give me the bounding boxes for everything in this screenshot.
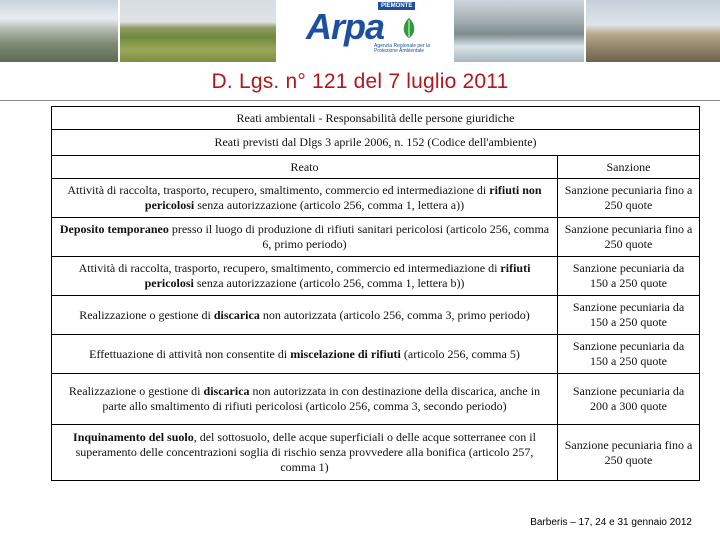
table-row (52, 257, 700, 296)
table-row (52, 296, 700, 335)
reato-cell: Attività di raccolta, trasporto, recupero, smaltimento, commercio ed intermediazione di rifiuti pericolosi senza autorizzazione (articolo 256, comma 1, lettera b)) (52, 257, 558, 296)
sanzione-cell: Sanzione pecuniaria fino a 250 quote (558, 425, 700, 481)
river-photo (454, 0, 584, 62)
table-row (52, 425, 700, 481)
table-row (52, 218, 700, 257)
logo-subtitle: Agenzia Regionale per la Protezione Ambientale (374, 43, 430, 54)
reato-cell: Realizzazione o gestione di discarica non autorizzata in con destinazione della discarica, anche in parte allo smaltimento di rifiuti pericolosi (articolo 256, comma 3, secondo periodo) (52, 374, 558, 425)
field-photo (120, 0, 276, 62)
reato-cell: Deposito temporaneo presso il luogo di produzione di rifiuti sanitari pericolosi (articolo 256, comma 6, primo periodo) (52, 218, 558, 257)
sanzione-cell: Sanzione pecuniaria fino a 250 quote (558, 218, 700, 257)
arpa-logo (278, 0, 452, 62)
sanzione-cell: Sanzione pecuniaria fino a 250 quote (558, 179, 700, 218)
column-header-sanzione: Sanzione (558, 156, 700, 179)
column-header-reato: Reato (52, 156, 558, 179)
castle-photo (586, 0, 720, 62)
page-title: D. Lgs. n° 121 del 7 luglio 2011 (211, 70, 509, 93)
mountain-photo (0, 0, 118, 62)
table-row (52, 335, 700, 374)
table-row (52, 179, 700, 218)
header-banner (0, 0, 720, 62)
reato-cell: Inquinamento del suolo, del sottosuolo, delle acque superficiali o delle acque sotterranee con il superamento delle concentrazioni soglia di rischio senza provvedere alla bonifica (articolo 257, comma 1) (52, 425, 558, 481)
footer-credit: Barberis – 17, 24 e 31 gennaio 2012 (530, 517, 692, 528)
reato-cell: Attività di raccolta, trasporto, recupero, smaltimento, commercio ed intermediazione di rifiuti non pericolosi senza autorizzazione (articolo 256, comma 1, lettera a)) (52, 179, 558, 218)
table-heading: Reati ambientali - Responsabilità delle persone giuridiche (52, 107, 700, 130)
reato-cell: Realizzazione o gestione di discarica non autorizzata (articolo 256, comma 3, primo periodo) (52, 296, 558, 335)
logo-text: Arpa (306, 6, 385, 47)
sanzione-cell: Sanzione pecuniaria da 150 a 250 quote (558, 296, 700, 335)
logo-tag: PIEMONTE (378, 2, 415, 10)
table-row (52, 374, 700, 425)
sanzione-cell: Sanzione pecuniaria da 150 a 250 quote (558, 257, 700, 296)
sanzione-cell: Sanzione pecuniaria da 150 a 250 quote (558, 335, 700, 374)
reato-cell: Effettuazione di attività non consentite di miscelazione di rifiuti (articolo 256, comma 5) (52, 335, 558, 374)
leaf-icon (400, 16, 418, 40)
title-divider (0, 100, 720, 101)
table-subheading: Reati previsti dal Dlgs 3 aprile 2006, n. 152 (Codice dell'ambiente) (52, 130, 700, 156)
sanzione-cell: Sanzione pecuniaria da 200 a 300 quote (558, 374, 700, 425)
reati-table (51, 106, 700, 481)
